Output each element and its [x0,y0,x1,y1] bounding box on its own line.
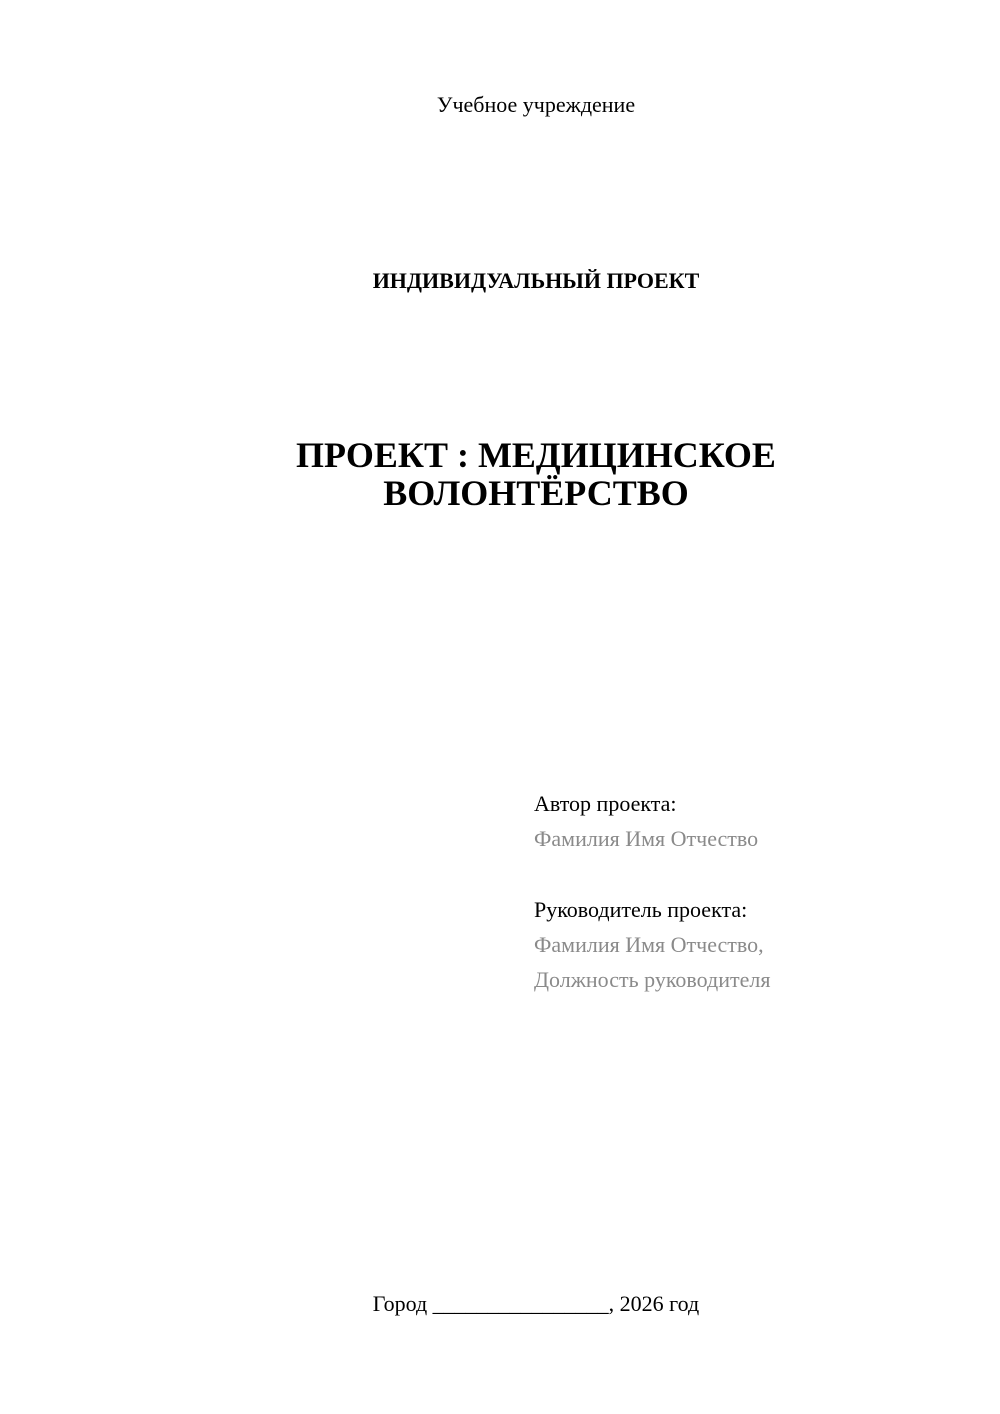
supervisor-name: Фамилия Имя Отчество, [534,932,764,957]
credits-block [534,786,974,997]
institution-name: Учебное учреждение [436,92,636,117]
project-title-line-1: ПРОЕКТ : МЕДИЦИНСКОЕ [296,435,776,475]
project-title-line-2: ВОЛОНТЁРСТВО [383,473,689,513]
city-year-line: Город ________________, 2026 год [372,1291,700,1316]
author-label: Автор проекта: [534,791,677,816]
author-name: Фамилия Имя Отчество [534,826,759,851]
project-title [0,436,1000,512]
credits-spacer [534,856,974,892]
supervisor-position: Должность руководителя [534,967,771,992]
supervisor-label: Руководитель проекта: [534,897,748,922]
document-type: ИНДИВИДУАЛЬНЫЙ ПРОЕКТ [372,268,700,293]
